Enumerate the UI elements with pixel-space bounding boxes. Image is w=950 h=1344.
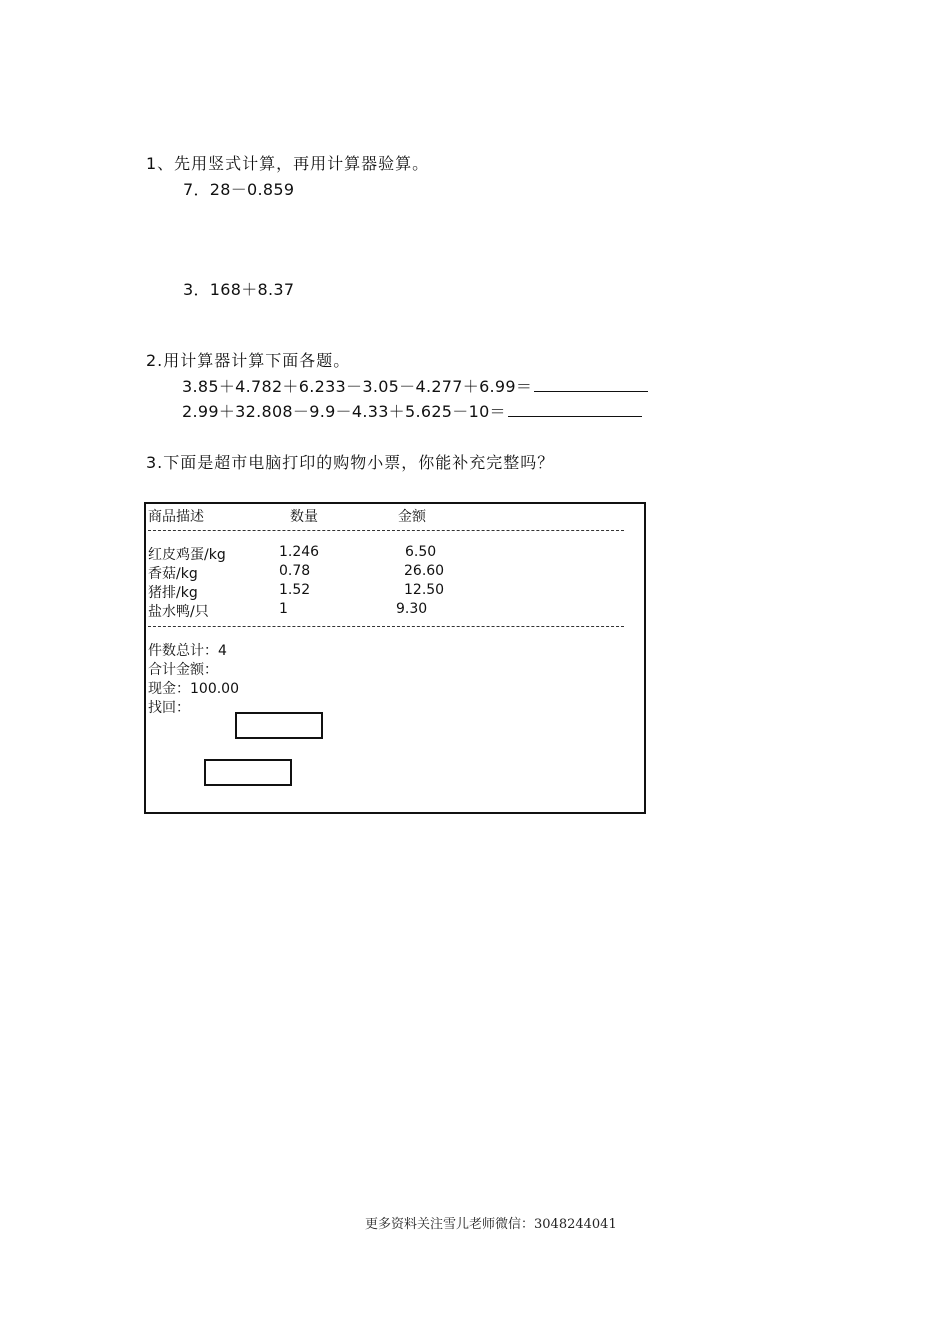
- question-2-expression-1: 3.85＋4.782＋6.233－3.05－4.277＋6.99＝: [182, 377, 533, 396]
- item-quantity: 1.52: [279, 582, 311, 598]
- answer-blank-2[interactable]: [508, 402, 642, 417]
- change-label: 找回：: [148, 700, 190, 716]
- question-2-expression-2: 2.99＋32.808－9.9－4.33＋5.625－10＝: [182, 402, 506, 421]
- item-amount: 26.60: [404, 563, 445, 579]
- item-name: 猪排/kg: [148, 585, 198, 601]
- cash-label: 现金：100.00: [148, 681, 239, 697]
- item-amount: 6.50: [405, 544, 437, 560]
- footer-note: 更多资料关注雪儿老师微信：3048244041: [365, 1217, 617, 1232]
- change-answer-box[interactable]: [204, 759, 292, 786]
- header-description: 商品描述: [148, 509, 204, 525]
- question-1-expression-2: 3．168＋8.37: [183, 280, 295, 299]
- item-quantity: 1.246: [279, 544, 320, 560]
- question-2-title: 2.用计算器计算下面各题。: [146, 351, 351, 370]
- question-2-line-2: [182, 399, 642, 422]
- item-quantity: 0.78: [279, 563, 311, 579]
- question-2-line-1: [182, 374, 648, 397]
- item-name: 盐水鸭/只: [148, 604, 209, 620]
- item-name: 红皮鸡蛋/kg: [148, 547, 226, 563]
- item-amount: 9.30: [396, 601, 428, 617]
- item-amount: 12.50: [404, 582, 445, 598]
- item-count-label: 件数总计：4: [148, 643, 227, 659]
- answer-blank-1[interactable]: [534, 377, 648, 392]
- question-1-title: 1、先用竖式计算，再用计算器验算。: [146, 154, 430, 173]
- header-amount: 金额: [398, 509, 426, 525]
- header-quantity: 数量: [290, 509, 318, 525]
- divider-top: [148, 530, 624, 531]
- question-3-title: 3.下面是超市电脑打印的购物小票，你能补充完整吗？: [146, 453, 555, 472]
- item-name: 香菇/kg: [148, 566, 198, 582]
- divider-bottom: [148, 626, 624, 627]
- item-quantity: 1: [279, 601, 288, 617]
- total-amount-label: 合计金额：: [148, 662, 218, 678]
- total-amount-answer-box[interactable]: [235, 712, 323, 739]
- question-1-expression-1: 7．28－0.859: [183, 180, 295, 199]
- shopping-receipt: [144, 502, 646, 814]
